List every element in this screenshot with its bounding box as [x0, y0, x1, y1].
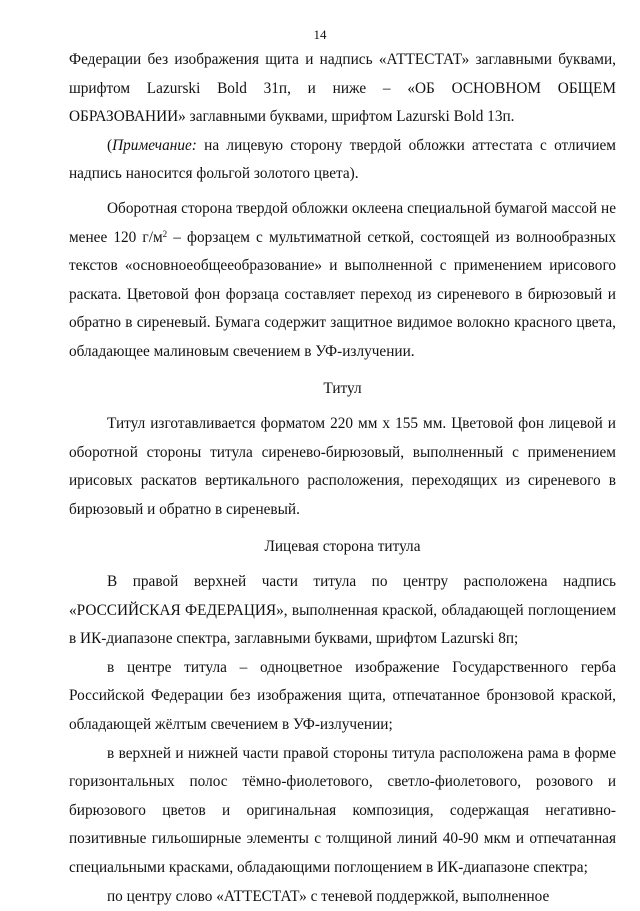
paragraph-coat-of-arms: в центре титула – одноцветное изображение Государственного герба Российской Федерации без изображения щита, отпечатанное бронзовой краской, обладающей жёлтым свечением в УФ-излучении; — [69, 658, 616, 734]
page-number: 14 — [313, 27, 327, 42]
heading-title-front: Лицевая сторона титула — [264, 537, 421, 555]
note-text: на лицевую сторону твердой обложки аттестата с отличием надпись наносится фольгой золотого цвета). — [69, 136, 616, 183]
note-open: ( — [107, 136, 113, 154]
paragraph-cover-text: Федерации без изображения щита и надпись «АТТЕСТАТ» заглавными буквами, шрифтом Lazurski Bold 31п, и ниже – «ОБ ОСНОВНОМ ОБЩЕМ ОБРАЗОВАНИИ» заглавными буквами, шрифтом Lazurski Bold 13п. — [69, 51, 616, 126]
paragraph-russian-federation: В правой верхней части титула по центру расположена надпись «РОССИЙСКАЯ ФЕДЕРАЦИЯ», выполненная краской, обладающей поглощением в ИК-диапазоне спектра, заглавными буквами, шрифтом Lazurski 8п; — [69, 573, 616, 648]
paragraph-attestat-word: по центру слово «АТТЕСТАТ» с теневой поддержкой, выполненное — [107, 887, 550, 905]
document-body — [69, 46, 616, 911]
endpaper-text-b: – форзацем с мультиматной сеткой, состоящей из волнообразных текстов «основноеобщееобразование» и выполненной с применением ирисового раската. Цветовой фон форзаца составляет переход из сиреневого в бирюзовый и обратно в сиреневый. Бумага содержит защитное видимое волокно красного цвета, обладающее малиновым свечением в УФ-излучении. — [69, 228, 616, 360]
paragraph-endpaper — [69, 195, 616, 367]
paragraph-note — [69, 132, 616, 189]
paragraph-title-format: Титул изготавливается форматом 220 мм х 155 мм. Цветовой фон лицевой и оборотной стороны титула сиренево-бирюзовый, выполненный с применением ирисовых раскатов вертикального расположения, переходящих из сиреневого в бирюзовый и обратно в сиреневый. — [69, 415, 616, 518]
paragraph-frame: в верхней и нижней части правой стороны титула расположена рама в форме горизонтальных полос тёмно-фиолетового, светло-фиолетового, розового и бирюзового цветов и оригинальная композиция, содержащая негативно-позитивные гильоширные элементы с толщиной линий 40-90 мкм и отпечатанная специальными красками, обладающими поглощением в ИК-диапазоне спектра; — [69, 744, 616, 877]
superscript: 2 — [162, 228, 168, 239]
endpaper-text-a: Оборотная сторона твердой обложки оклеена специальной бумагой массой не менее 120 г/м — [69, 199, 616, 246]
heading-title-page: Титул — [323, 379, 362, 397]
note-label: Примечание: — [112, 136, 197, 154]
